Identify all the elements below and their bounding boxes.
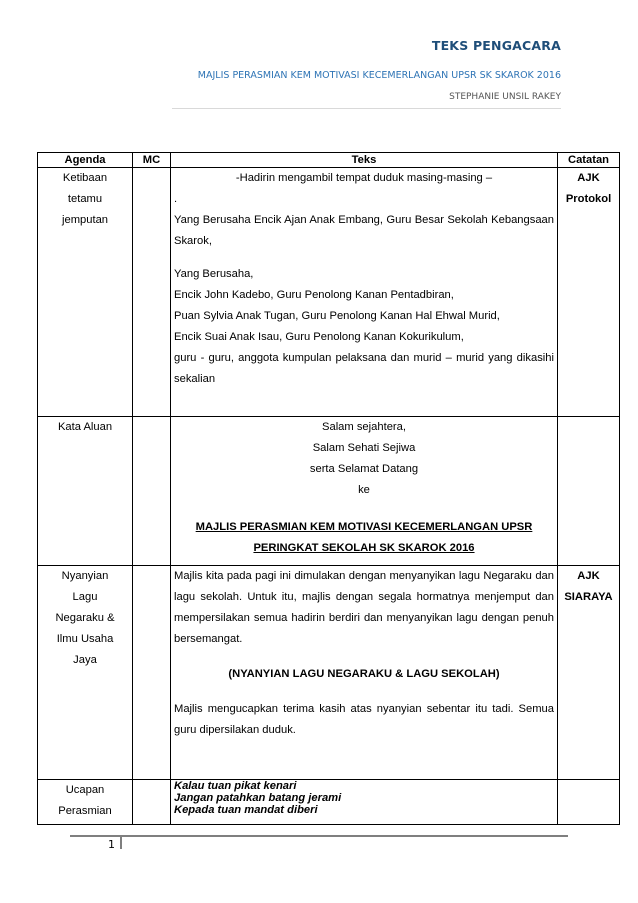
pantun-line: Kalau tuan pikat kenari bbox=[174, 780, 297, 792]
teks-line: Salam Sehati Sejiwa bbox=[312, 442, 416, 454]
teks-line: Puan Sylvia Anak Tugan, Guru Penolong Kanan Hal Ehwal Murid, bbox=[174, 310, 500, 322]
page-number: 1 bbox=[108, 838, 115, 851]
agenda-line: Ilmu Usaha bbox=[56, 633, 114, 645]
catatan-line: AJK bbox=[577, 570, 600, 582]
teks-line: guru - guru, anggota kumpulan pelaksana dan murid – murid yang dikasihi sekalian bbox=[174, 352, 554, 385]
table-row bbox=[38, 780, 620, 825]
event-name-line: PERINGKAT SEKOLAH SK SKAROK 2016 bbox=[253, 542, 475, 554]
table-row bbox=[38, 417, 620, 566]
mc-cell bbox=[133, 168, 171, 417]
agenda-line: Kata Aluan bbox=[57, 421, 113, 433]
table-header-row bbox=[38, 153, 620, 168]
catatan-cell bbox=[558, 417, 620, 566]
teks-paragraph: Majlis kita pada pagi ini dimulakan dengan menyanyikan lagu Negaraku dan lagu sekolah. Untuk itu, majlis dengan segala hormatnya menjemput dan mempersilakan semua hadirin berdiri dan menyanyikan lagu dengan penuh bersemangat. bbox=[174, 570, 554, 645]
teks-line: Yang Berusaha, bbox=[174, 268, 254, 280]
pantun-line: Jangan patahkan batang jerami bbox=[174, 792, 342, 804]
agenda-line: tetamu bbox=[67, 193, 103, 205]
agenda-cell bbox=[38, 566, 133, 780]
document-author: STEPHANIE UNSIL RAKEY bbox=[449, 92, 561, 102]
column-header-catatan: Catatan bbox=[558, 153, 620, 168]
teks-line: Yang Berusaha Encik Ajan Anak Embang, Guru Besar Sekolah Kebangsaan Skarok, bbox=[174, 214, 554, 247]
agenda-cell bbox=[38, 417, 133, 566]
column-header-mc: MC bbox=[133, 153, 171, 168]
agenda-line: Ketibaan bbox=[62, 172, 108, 184]
catatan-cell bbox=[558, 566, 620, 780]
mc-cell bbox=[133, 566, 171, 780]
pantun-line: Kepada tuan mandat diberi bbox=[174, 804, 318, 816]
catatan-cell bbox=[558, 168, 620, 417]
teks-line: Encik John Kadebo, Guru Penolong Kanan Pentadbiran, bbox=[174, 289, 454, 301]
catatan-line: AJK bbox=[577, 172, 600, 184]
catatan-line: SIARAYA bbox=[564, 591, 613, 603]
agenda-line: Negaraku & bbox=[55, 612, 115, 624]
agenda-line: Jaya bbox=[73, 654, 97, 666]
event-name-line: MAJLIS PERASMIAN KEM MOTIVASI KECEMERLANGAN UPSR bbox=[195, 521, 533, 533]
page-number-separator bbox=[120, 835, 122, 849]
teks-cell bbox=[171, 417, 558, 566]
footer-divider bbox=[70, 835, 568, 837]
agenda-line: Nyanyian bbox=[61, 570, 109, 582]
table-row bbox=[38, 168, 620, 417]
mc-cell bbox=[133, 417, 171, 566]
teks-line: Salam sejahtera, bbox=[322, 421, 406, 433]
teks-cell bbox=[171, 566, 558, 780]
document-subtitle: MAJLIS PERASMIAN KEM MOTIVASI KECEMERLANGAN UPSR SK SKAROK 2016 bbox=[197, 70, 561, 81]
catatan-line: Protokol bbox=[565, 193, 612, 205]
catatan-cell bbox=[558, 780, 620, 825]
agenda-line: Perasmian bbox=[58, 805, 112, 817]
agenda-line: Ucapan bbox=[65, 784, 105, 796]
teks-cell bbox=[171, 168, 558, 417]
header-divider bbox=[172, 108, 561, 109]
teks-line: serta Selamat Datang bbox=[309, 463, 419, 475]
teks-cell bbox=[171, 780, 558, 825]
agenda-line: Lagu bbox=[72, 591, 98, 603]
teks-line: (NYANYIAN LAGU NEGARAKU & LAGU SEKOLAH) bbox=[228, 668, 500, 680]
agenda-cell bbox=[38, 168, 133, 417]
script-table bbox=[37, 152, 620, 825]
teks-line: Encik Suai Anak Isau, Guru Penolong Kanan Kokurikulum, bbox=[174, 331, 464, 343]
teks-line: -Hadirin mengambil tempat duduk masing-masing – bbox=[235, 172, 493, 184]
teks-line: ke bbox=[358, 484, 370, 496]
table-row bbox=[38, 566, 620, 780]
mc-cell bbox=[133, 780, 171, 825]
document-title: TEKS PENGACARA bbox=[431, 38, 561, 53]
agenda-line: jemputan bbox=[61, 214, 109, 226]
column-header-teks: Teks bbox=[171, 153, 558, 168]
column-header-agenda: Agenda bbox=[38, 153, 133, 168]
agenda-cell bbox=[38, 780, 133, 825]
teks-paragraph: Majlis mengucapkan terima kasih atas nyanyian sebentar itu tadi. Semua guru dipersilakan duduk. bbox=[174, 703, 554, 736]
teks-line: . bbox=[174, 193, 178, 205]
